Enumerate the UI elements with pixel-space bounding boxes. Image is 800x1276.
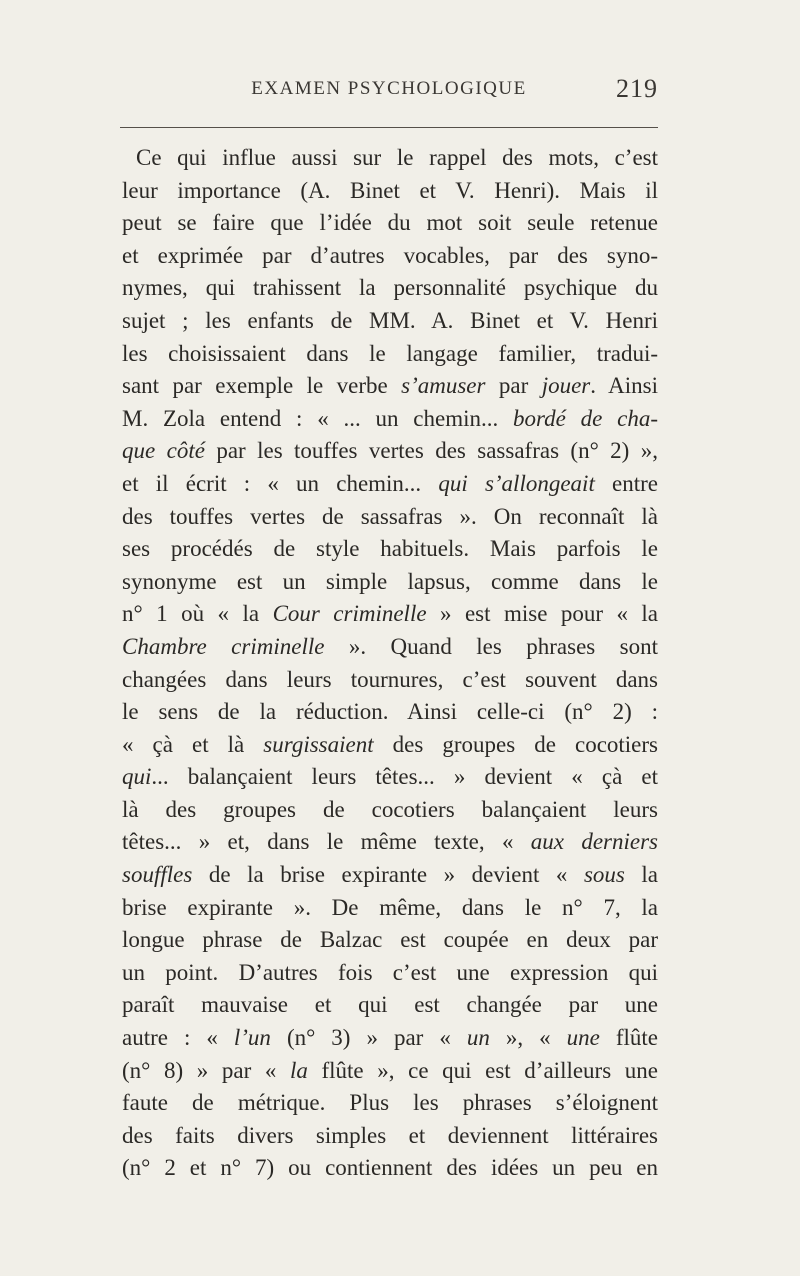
text-line: brise expirante ». De même, dans le n° 7, la [122,894,658,920]
text-line: (n° 2 et n° 7) ou contiennent des idées un peu en [122,1155,658,1181]
text-line: un point. D’autres fois c’est une expression qui [122,959,658,985]
text-line: des faits divers simples et deviennent littéraires [122,1122,658,1148]
text-line: M. Zola entend : « ... un chemin... bordé de cha- [122,405,658,431]
text-line: peut se faire que l’idée du mot soit seule retenue [122,210,658,236]
text-line: nymes, qui trahissent la personnalité psychique du [122,275,658,301]
text-line: n° 1 où « la Cour criminelle » est mise pour « la [122,601,659,627]
text-line: leur importance (A. Binet et V. Henri). Mais il [122,177,658,203]
body-paragraph [122,142,658,1185]
text-line: qui... balançaient leurs têtes... » devient « çà et [122,764,658,790]
header-rule [120,127,658,128]
page-header [120,74,658,114]
text-line: synonyme est un simple lapsus, comme dans le [122,568,658,594]
text-line: les choisissaient dans le langage familier, tradui- [122,340,658,366]
text-line: Chambre criminelle ». Quand les phrases sont [122,633,658,659]
text-line: « çà et là surgissaient des groupes de cocotiers [122,731,658,757]
text-line: et il écrit : « un chemin... qui s’allongeait entre [122,470,658,496]
text-line: autre : « l’un (n° 3) » par « un », « une flûte [122,1025,658,1051]
text-line: des touffes vertes de sassafras ». On reconnaît là [122,503,658,529]
text-line: ses procédés de style habituels. Mais parfois le [122,536,658,562]
text-line: que côté par les touffes vertes des sassafras (n° 2) », [122,438,658,464]
text-line: têtes... » et, dans le même texte, « aux derniers [122,829,658,855]
text-line: paraît mauvaise et qui est changée par une [122,992,658,1018]
text-line: Ce qui influe aussi sur le rappel des mots, c’est [136,145,658,170]
text-line: souffles de la brise expirante » devient « sous la [122,862,658,888]
text-line: là des groupes de cocotiers balançaient leurs [122,796,658,822]
text-line: (n° 8) » par « la flûte », ce qui est d’ailleurs une [122,1057,658,1083]
text-line: longue phrase de Balzac est coupée en deux par [122,927,658,953]
page-number: 219 [616,74,658,103]
text-line: faute de métrique. Plus les phrases s’éloignent [122,1090,658,1116]
text-line: et exprimée par d’autres vocables, par des syno- [122,242,658,268]
text-line: sujet ; les enfants de MM. A. Binet et V. Henri [122,307,658,333]
text-line: changées dans leurs tournures, c’est souvent dans [122,666,658,692]
text-line: le sens de la réduction. Ainsi celle-ci (n° 2) : [122,699,658,725]
text-line: sant par exemple le verbe s’amuser par jouer. Ainsi [122,373,658,399]
running-title: EXAMEN PSYCHOLOGIQUE [251,78,527,99]
